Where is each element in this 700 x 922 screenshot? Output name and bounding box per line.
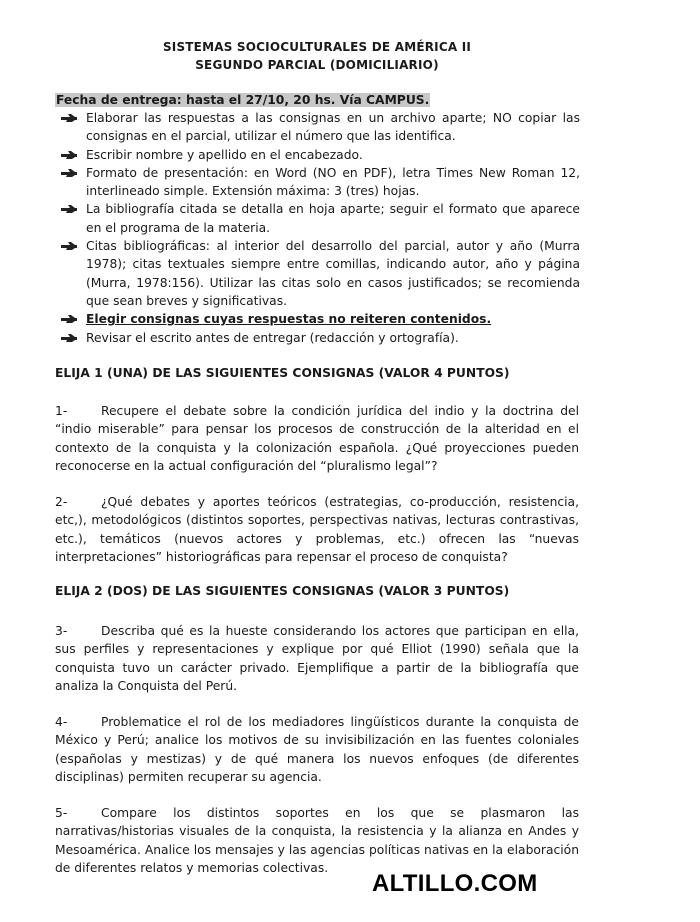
question-5 bbox=[55, 804, 579, 877]
question-number: 4- bbox=[55, 715, 68, 729]
section-2-heading: ELIJA 2 (DOS) DE LAS SIGUIENTES CONSIGNAS (VALOR 3 PUNTOS) bbox=[55, 584, 510, 598]
instruction-item: Revisar el escrito antes de entregar (redacción y ortografía). bbox=[58, 329, 580, 347]
site-watermark: ALTILLO.COM bbox=[372, 870, 538, 897]
pointing-hand-icon bbox=[60, 112, 78, 124]
exam-title: SEGUNDO PARCIAL (DOMICILIARIO) bbox=[195, 58, 439, 72]
question-number: 1- bbox=[55, 404, 68, 418]
instruction-item: Elaborar las respuestas a las consignas en un archivo aparte; NO copiar las consignas en el parcial, utilizar el número que las identifica. bbox=[58, 109, 580, 146]
question-number: 3- bbox=[55, 624, 68, 638]
pointing-hand-icon bbox=[60, 332, 78, 344]
question-2 bbox=[55, 493, 579, 566]
section-1-heading: ELIJA 1 (UNA) DE LAS SIGUIENTES CONSIGNAS (VALOR 4 PUNTOS) bbox=[55, 366, 510, 380]
question-number: 5- bbox=[55, 806, 68, 820]
pointing-hand-icon bbox=[60, 240, 78, 252]
question-text: Recupere el debate sobre la condición jurídica del indio y la doctrina del “indio miserable” para pensar los procesos de construcción de la alteridad en el contexto de la conquista y la colonización española. ¿Qué proyecciones pueden reconocerse en la actual configuración del “pluralismo legal”? bbox=[55, 404, 579, 473]
deadline-notice: Fecha de entrega: hasta el 27/10, 20 hs. Vía CAMPUS. bbox=[56, 93, 430, 107]
question-4 bbox=[55, 713, 579, 786]
instruction-item: Formato de presentación: en Word (NO en PDF), letra Times New Roman 12, interlineado simple. Extensión máxima: 3 (tres) hojas. bbox=[58, 164, 580, 201]
instruction-item: La bibliografía citada se detalla en hoja aparte; seguir el formato que aparece en el programa de la materia. bbox=[58, 200, 580, 237]
pointing-hand-icon bbox=[60, 203, 78, 215]
instruction-item-highlighted: Elegir consignas cuyas respuestas no reiteren contenidos. bbox=[58, 310, 580, 328]
instruction-item: Citas bibliográficas: al interior del desarrollo del parcial, autor y año (Murra 1978); citas textuales siempre entre comillas, indicando autor, año y página (Murra, 1978:156). Utilizar las citas solo en casos justificados; se recomienda que sean breves y significativas. bbox=[58, 237, 580, 310]
pointing-hand-icon bbox=[60, 167, 78, 179]
course-title: SISTEMAS SOCIOCULTURALES DE AMÉRICA II bbox=[162, 40, 472, 54]
question-1 bbox=[55, 402, 579, 475]
question-text: Compare los distintos soportes en los que se plasmaron las narrativas/historias visuales de la conquista, la resistencia y la alianza en Andes y Mesoamérica. Analice los mensajes y las agencias políticas nativas en la elaboración de diferentes relatos y memorias colectivas. bbox=[55, 806, 579, 875]
question-number: 2- bbox=[55, 495, 68, 509]
instruction-item: Escribir nombre y apellido en el encabezado. bbox=[58, 146, 580, 164]
pointing-hand-icon bbox=[60, 313, 78, 325]
question-3 bbox=[55, 622, 579, 695]
pointing-hand-icon bbox=[60, 149, 78, 161]
question-text: ¿Qué debates y aportes teóricos (estrategias, co-producción, resistencia, etc,), metodológicos (distintos soportes, perspectivas nativas, lecturas contrastivas, etc.), temáticos (nuevos actores y problemas, etc.) ofrecen las “nuevas interpretaciones” historiográficas para repensar el proceso de conquista? bbox=[55, 495, 579, 564]
question-text: Describa qué es la hueste considerando los actores que participan en ella, sus perfiles y representaciones y explique por qué Elliot (1990) señala que la conquista tuvo un carácter privado. Ejemplifique a partir de la bibliografía que analiza la Conquista del Perú. bbox=[55, 624, 579, 693]
question-text: Problematice el rol de los mediadores lingüísticos durante la conquista de México y Perú; analice los motivos de su invisibilización en las fuentes coloniales (españolas y mestizas) y de qué manera los nuevos enfoques (de diferentes disciplinas) permiten recuperar su agencia. bbox=[55, 715, 579, 784]
instructions-list bbox=[58, 109, 580, 347]
